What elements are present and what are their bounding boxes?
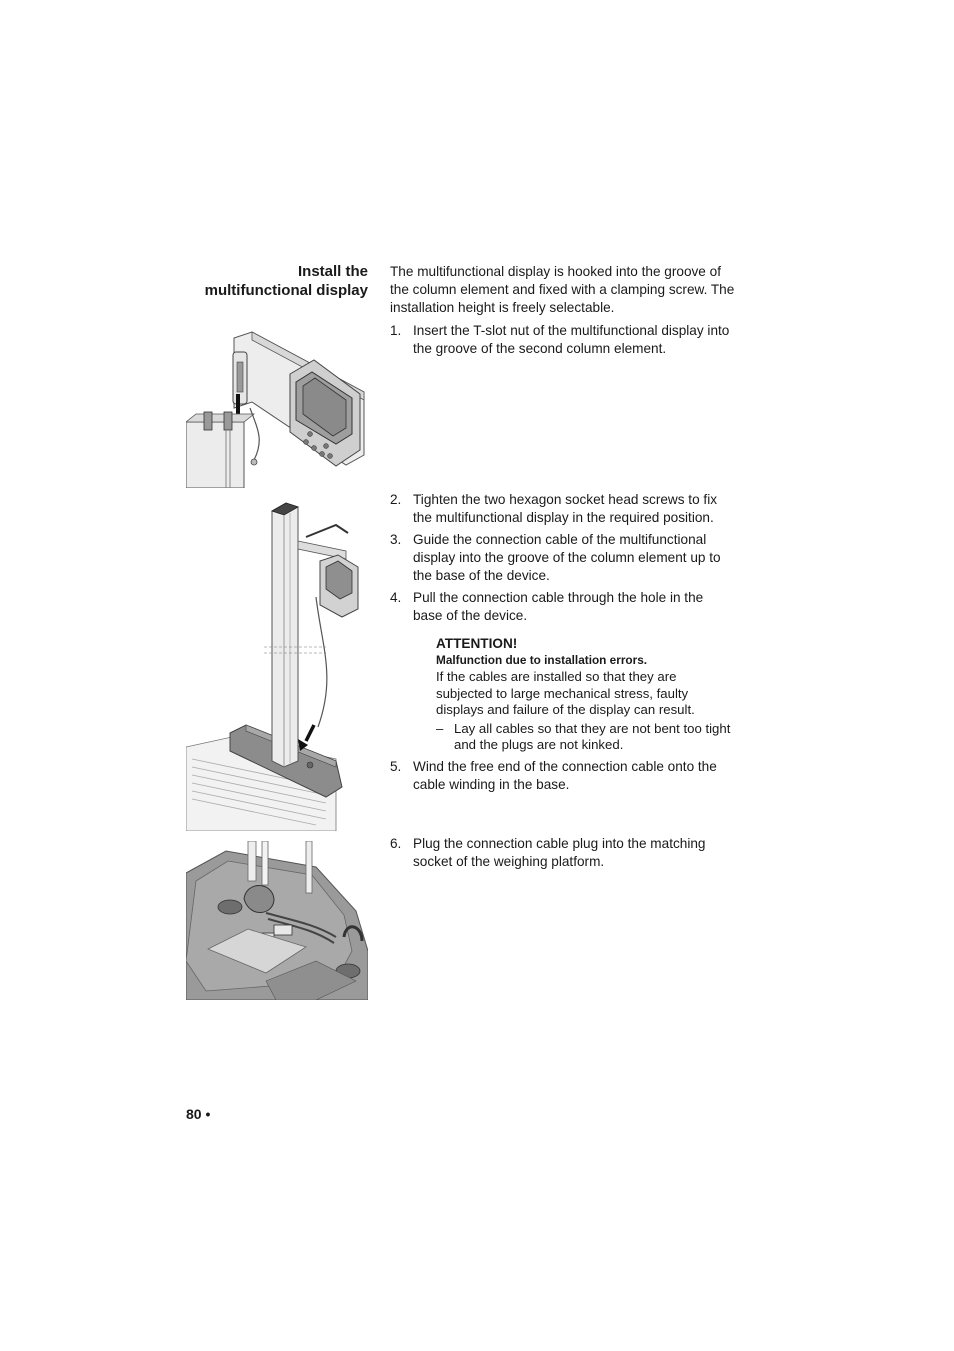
page-number: 80 • [186, 1106, 211, 1122]
dash-marker: – [436, 720, 444, 736]
heading-line-2: multifunctional display [204, 282, 368, 299]
step-text: Tighten the two hexagon socket head screws to fix the multifunctional display in the required position. [413, 492, 718, 525]
step-number: 1. [390, 323, 402, 338]
column-cable-routing-illustration [186, 497, 368, 831]
section-heading [180, 262, 368, 300]
step-text: Wind the free end of the connection cable onto the cable winding in the base. [413, 758, 717, 792]
step-text: Guide the connection cable of the multifunctional display into the groove of the column element up to the base of the device. [413, 532, 721, 583]
step-item [390, 322, 735, 358]
intro-paragraph: The multifunctional display is hooked into the groove of the column element and fixed with a clamping screw. The installation height is freely selectable. [390, 264, 735, 315]
step-item [390, 531, 735, 585]
step-number: 6. [390, 836, 402, 851]
attention-title: ATTENTION! [436, 636, 518, 651]
step-item [390, 835, 735, 871]
step-text: Pull the connection cable through the hole in the base of the device. [413, 590, 704, 623]
platform-socket-illustration [186, 841, 368, 1000]
heading-line-1: Install the [297, 263, 368, 280]
steps-block-2 [390, 491, 735, 798]
step-item [390, 758, 735, 794]
attention-instruction [436, 721, 735, 754]
step-item [390, 589, 735, 625]
steps-list-3 [390, 835, 735, 871]
attention-notice [436, 635, 735, 754]
intro-block [390, 263, 735, 362]
attention-body: If the cables are installed so that they are subjected to large mechanical stress, faulty displays and failure of the display can result. [436, 669, 695, 717]
steps-list-1 [390, 322, 735, 358]
display-mounting-illustration [186, 330, 368, 488]
step-number: 3. [390, 532, 402, 547]
step-text: Insert the T-slot nut of the multifunctional display into the groove of the second column element. [413, 323, 730, 356]
attention-instruction-text: Lay all cables so that they are not bent too tight and the plugs are not kinked. [454, 720, 731, 752]
attention-subtitle: Malfunction due to installation errors. [436, 653, 648, 667]
step-number: 4. [390, 590, 402, 605]
steps-list-2b [390, 758, 735, 794]
steps-list-2 [390, 491, 735, 625]
step-number: 2. [390, 492, 402, 507]
step-text: Plug the connection cable plug into the matching socket of the weighing platform. [413, 836, 706, 869]
step-item [390, 491, 735, 527]
step-number: 5. [390, 758, 402, 774]
steps-block-3 [390, 835, 735, 875]
